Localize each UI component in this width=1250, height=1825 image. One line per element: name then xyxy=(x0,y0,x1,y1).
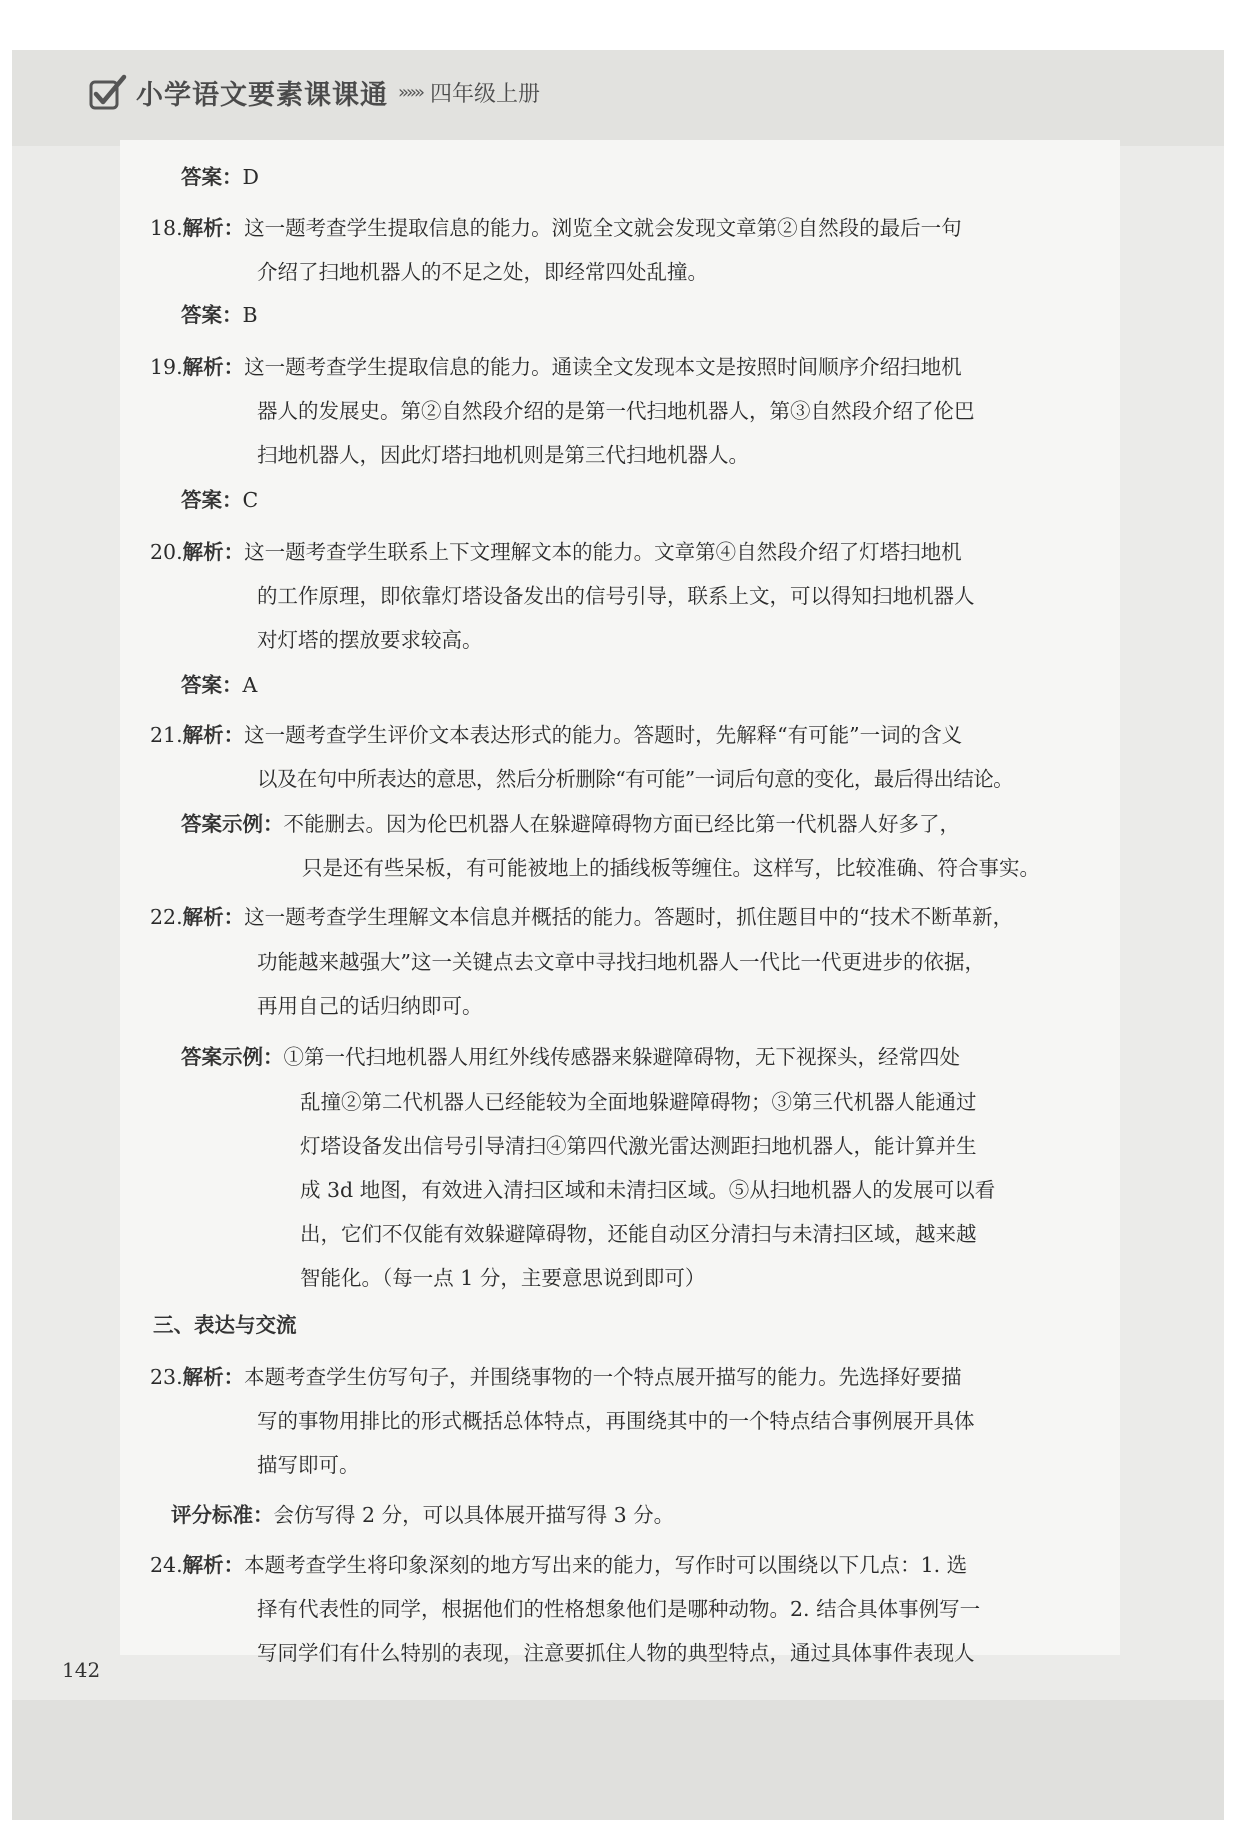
analysis-18-line-2: 介绍了扫地机器人的不足之处，即经常四处乱撞。 xyxy=(257,260,708,284)
book-title: 小学语文要素课课通 xyxy=(136,79,388,111)
analysis-21-line-1: 21.解析：这一题考查学生评价文本表达形式的能力。答题时，先解释“有可能”一词的含义 xyxy=(150,723,963,747)
checkbox-check-icon xyxy=(88,73,128,111)
section-heading: 三、表达与交流 xyxy=(153,1313,297,1337)
answer-17: 答案：D xyxy=(181,165,259,189)
example-22-line-3: 灯塔设备发出信号引导清扫④第四代激光雷达测距扫地机器人，能计算并生 xyxy=(300,1134,977,1158)
page-number: 142 xyxy=(62,1658,101,1682)
analysis-24-line-2: 择有代表性的同学，根据他们的性格想象他们是哪种动物。2. 结合具体事例写一 xyxy=(257,1597,981,1621)
example-21-line-2: 只是还有些呆板，有可能被地上的插线板等缠住。这样写，比较准确、符合事实。 xyxy=(302,856,1040,880)
footer-band xyxy=(12,1700,1224,1820)
book-subtitle: 四年级上册 xyxy=(430,81,541,107)
answer-18: 答案：B xyxy=(181,303,258,327)
double-chevron-icon: »»» xyxy=(398,81,423,103)
example-21-line-1: 答案示例：不能删去。因为伦巴机器人在躲避障碍物方面已经比第一代机器人好多了， xyxy=(181,812,960,836)
book-header xyxy=(88,68,540,116)
analysis-22-line-2: 功能越来越强大”这一关键点去文章中寻找扫地机器人一代比一代更进步的依据， xyxy=(257,950,985,974)
analysis-24-line-1: 24.解析：本题考查学生将印象深刻的地方写出来的能力，写作时可以围绕以下几点：1. 选 xyxy=(150,1553,968,1577)
analysis-20-line-3: 对灯塔的摆放要求较高。 xyxy=(257,628,483,652)
analysis-23-line-1: 23.解析：本题考查学生仿写句子，并围绕事物的一个特点展开描写的能力。先选择好要描 xyxy=(150,1365,962,1389)
analysis-19-line-1: 19.解析：这一题考查学生提取信息的能力。通读全文发现本文是按照时间顺序介绍扫地机 xyxy=(150,355,962,379)
example-22-line-5: 出，它们不仅能有效躲避障碍物，还能自动区分清扫与未清扫区域，越来越 xyxy=(300,1222,977,1246)
analysis-19-line-2: 器人的发展史。第②自然段介绍的是第一代扫地机器人，第③自然段介绍了伦巴 xyxy=(257,399,975,423)
example-22-line-6: 智能化。（每一点 1 分，主要意思说到即可） xyxy=(300,1266,706,1290)
analysis-23-line-3: 描写即可。 xyxy=(257,1453,360,1477)
analysis-20-line-2: 的工作原理，即依靠灯塔设备发出的信号引导，联系上文，可以得知扫地机器人 xyxy=(257,584,975,608)
analysis-21-line-2: 以及在句中所表达的意思，然后分析删除“有可能”一词后句意的变化，最后得出结论。 xyxy=(257,767,1014,791)
analysis-19-line-3: 扫地机器人，因此灯塔扫地机则是第三代扫地机器人。 xyxy=(257,443,749,467)
answer-19: 答案：C xyxy=(181,488,259,512)
answer-20: 答案：A xyxy=(181,673,258,697)
analysis-23-line-2: 写的事物用排比的形式概括总体特点，再围绕其中的一个特点结合事例展开具体 xyxy=(257,1409,975,1433)
example-22-line-4: 成 3d 地图，有效进入清扫区域和未清扫区域。⑤从扫地机器人的发展可以看 xyxy=(300,1178,996,1202)
example-22-line-1: 答案示例：①第一代扫地机器人用红外线传感器来躲避障碍物，无下视探头，经常四处 xyxy=(181,1045,960,1069)
analysis-22-line-1: 22.解析：这一题考查学生理解文本信息并概括的能力。答题时，抓住题目中的“技术不断革新， xyxy=(150,905,1014,929)
example-22-line-2: 乱撞②第二代机器人已经能较为全面地躲避障碍物；③第三代机器人能通过 xyxy=(300,1090,977,1114)
analysis-24-line-3: 写同学们有什么特别的表现，注意要抓住人物的典型特点，通过具体事件表现人 xyxy=(257,1641,975,1665)
analysis-22-line-3: 再用自己的话归纳即可。 xyxy=(257,994,483,1018)
analysis-20-line-1: 20.解析：这一题考查学生联系上下文理解文本的能力。文章第④自然段介绍了灯塔扫地机 xyxy=(150,540,962,564)
analysis-18-line-1: 18.解析：这一题考查学生提取信息的能力。浏览全文就会发现文章第②自然段的最后一句 xyxy=(150,216,962,240)
scoring-criteria-23: 评分标准：会仿写得 2 分，可以具体展开描写得 3 分。 xyxy=(171,1503,675,1527)
